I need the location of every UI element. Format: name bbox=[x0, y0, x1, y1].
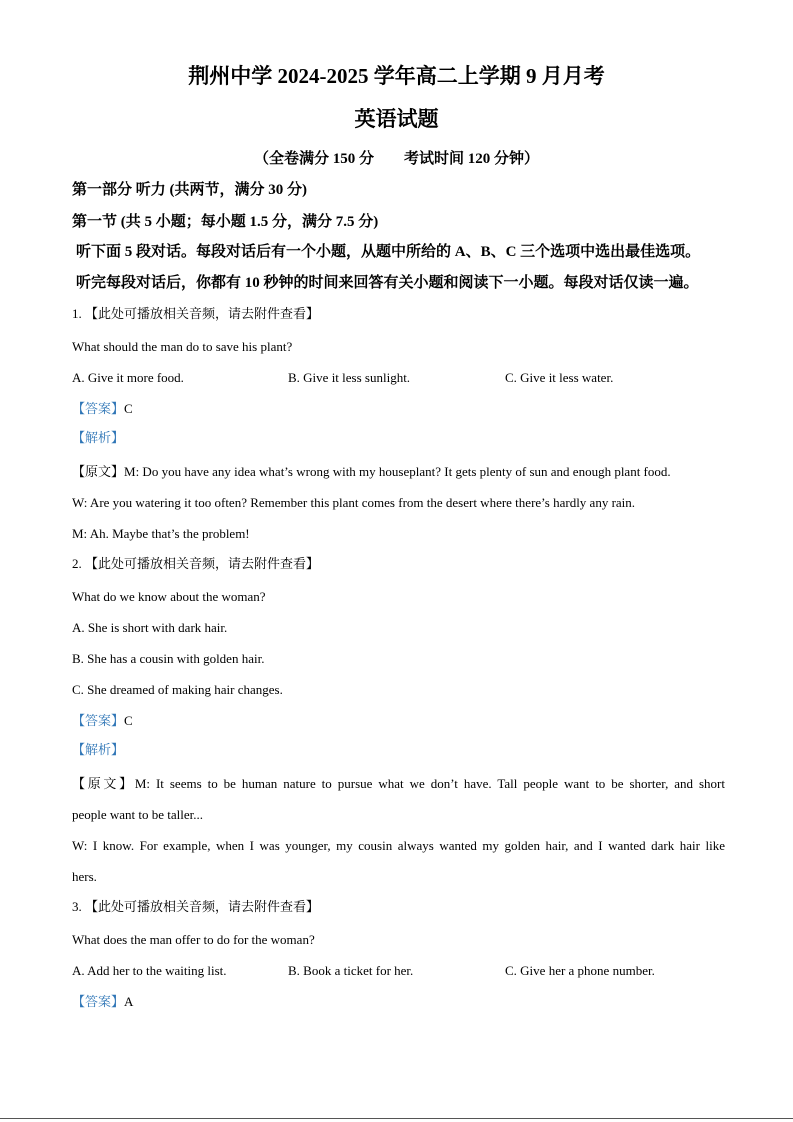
instruction-line-2: 听完每段对话后，你都有 10 秒钟的时间来回答有关小题和阅读下一小题。每段对话仅读一遍。 bbox=[76, 275, 699, 291]
q2-analysis-label: 【解析】 bbox=[72, 742, 125, 757]
answer-label: 【答案】 bbox=[72, 994, 125, 1009]
q3-header bbox=[72, 899, 319, 915]
answer-label: 【答案】 bbox=[72, 713, 125, 728]
q2-question: What do we know about the woman? bbox=[72, 589, 266, 604]
q2-transcript-1: M: It seems to be human nature to pursue what we don’t have. Tall people want to be shorter, and short bbox=[134, 776, 725, 791]
q2-option-a: A. She is short with dark hair. bbox=[72, 620, 228, 635]
q2-transcript-2: people want to be taller... bbox=[72, 807, 204, 822]
q2-audio-note[interactable]: 【此处可播放相关音频，请去附件查看】 bbox=[85, 556, 320, 571]
q3-option-c: C. Give her a phone number. bbox=[505, 963, 655, 978]
instruction-line-1: 听下面 5 段对话。每段对话后有一个小题，从题中所给的 A、B、C 三个选项中选出最佳选项。 bbox=[76, 244, 701, 260]
q1-transcript-3: M: Ah. Maybe that’s the problem! bbox=[72, 526, 250, 541]
q2-header bbox=[72, 556, 319, 572]
exam-note: （全卷满分 150 分 考试时间 120 分钟） bbox=[253, 151, 539, 167]
q1-number: 1. bbox=[72, 306, 82, 321]
q1-header bbox=[72, 306, 319, 322]
q2-option-b: B. She has a cousin with golden hair. bbox=[72, 651, 265, 666]
page-bottom-rule bbox=[0, 1118, 793, 1119]
q3-answer bbox=[72, 994, 133, 1010]
section1-heading: 第一节 (共 5 小题；每小题 1.5 分，满分 7.5 分) bbox=[72, 214, 379, 230]
q1-transcript-1: M: Do you have any idea what’s wrong with my houseplant? It gets plenty of sun and enough plant food. bbox=[124, 464, 671, 479]
q1-option-a: A. Give it more food. bbox=[72, 370, 184, 385]
q3-option-a: A. Add her to the waiting list. bbox=[72, 963, 227, 978]
q1-analysis-label: 【解析】 bbox=[72, 430, 125, 445]
q2-original-line-1 bbox=[72, 776, 725, 792]
q2-transcript-4: hers. bbox=[72, 869, 97, 884]
q2-transcript-3: W: I know. For example, when I was younger, my cousin always wanted my golden hair, and I wanted dark hair like bbox=[72, 838, 725, 853]
q1-answer-value: C bbox=[124, 401, 133, 416]
q1-audio-note[interactable]: 【此处可播放相关音频，请去附件查看】 bbox=[85, 306, 320, 321]
part1-heading: 第一部分 听力 (共两节，满分 30 分) bbox=[72, 182, 307, 198]
q3-question: What does the man offer to do for the woman? bbox=[72, 932, 315, 947]
original-label: 【原文】 bbox=[72, 776, 135, 791]
q1-option-b: B. Give it less sunlight. bbox=[288, 370, 411, 385]
answer-label: 【答案】 bbox=[72, 401, 125, 416]
q1-question: What should the man do to save his plant? bbox=[72, 339, 293, 354]
q1-option-c: C. Give it less water. bbox=[505, 370, 614, 385]
exam-subtitle: 英语试题 bbox=[354, 107, 439, 131]
exam-title: 荆州中学 2024-2025 学年高二上学期 9 月月考 bbox=[188, 64, 605, 88]
q1-original-line-1 bbox=[72, 464, 671, 480]
q3-number: 3. bbox=[72, 899, 82, 914]
q3-answer-value: A bbox=[124, 994, 134, 1009]
q3-audio-note[interactable]: 【此处可播放相关音频，请去附件查看】 bbox=[85, 899, 320, 914]
q3-option-b: B. Book a ticket for her. bbox=[288, 963, 414, 978]
q2-answer-value: C bbox=[124, 713, 133, 728]
q1-transcript-2: W: Are you watering it too often? Remember this plant comes from the desert where there’s hardly any rain. bbox=[72, 495, 636, 510]
original-label: 【原文】 bbox=[72, 464, 125, 479]
q2-option-c: C. She dreamed of making hair changes. bbox=[72, 682, 283, 697]
q2-number: 2. bbox=[72, 556, 82, 571]
q2-answer bbox=[72, 713, 133, 729]
q1-answer bbox=[72, 401, 133, 417]
